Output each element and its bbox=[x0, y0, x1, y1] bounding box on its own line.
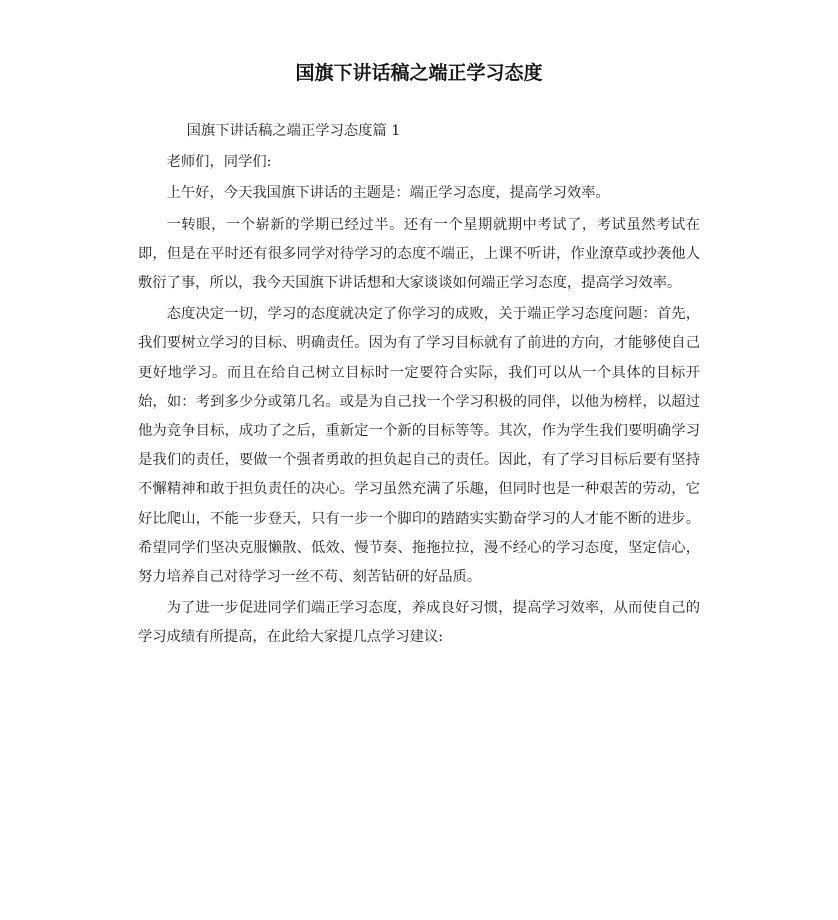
document-title: 国旗下讲话稿之端正学习态度 bbox=[295, 62, 543, 84]
paragraph: 上午好，今天我国旗下讲话的主题是：端正学习态度，提高学习效率。 bbox=[166, 185, 610, 202]
greeting: 老师们，同学们: bbox=[166, 154, 272, 171]
paragraph: 为了进一步促进同学们端正学习态度，养成良好习惯，提高学习效率，从而使自己的学习成绩有所提高，在此给大家提几点学习建议: bbox=[138, 600, 700, 646]
paragraph: 态度决定一切，学习的态度就决定了你学习的成败，关于端正学习态度问题：首先，我们要树立学习的目标、明确责任。因为有了学习目标就有了前进的方向，才能够使自己更好地学习。而且在给自己树立目标时一定要符合实际，我们可以从一个具体的目标开始，如：考到多少分或第几名。或是为自己找一个学习积极的同伴，以他为榜样，以超过他为竞争目标，成功了之后，重新定一个新的目标等等。其次，作为学生我们要明确学习是我们的责任，要做一个强者勇敢的担负起自己的责任。因此，有了学习目标后要有坚持不懈精神和敢于担负责任的决心。学习虽然充满了乐趣，但同时也是一种艰苦的劳动，它好比爬山，不能一步登天，只有一步一个脚印的踏踏实实勤奋学习的人才能不断的进步。希望同学们坚决克服懒散、低效、慢节奏、拖拖拉拉，漫不经心的学习态度，坚定信心，努力培养自己对待学习一丝不苟、刻苦钻研的好品质。 bbox=[138, 306, 700, 586]
document-subtitle: 国旗下讲话稿之端正学习态度篇 1 bbox=[186, 123, 401, 139]
paragraph: 一转眼，一个崭新的学期已经过半。还有一个星期就期中考试了，考试虽然考试在即，但是在平时还有很多同学对待学习的态度不端正，上课不听讲，作业潦草或抄袭他人敷衍了事，所以，我今天国旗下讲话想和大家谈谈如何端正学习态度，提高学习效率。 bbox=[138, 216, 700, 292]
document-body bbox=[138, 117, 700, 655]
